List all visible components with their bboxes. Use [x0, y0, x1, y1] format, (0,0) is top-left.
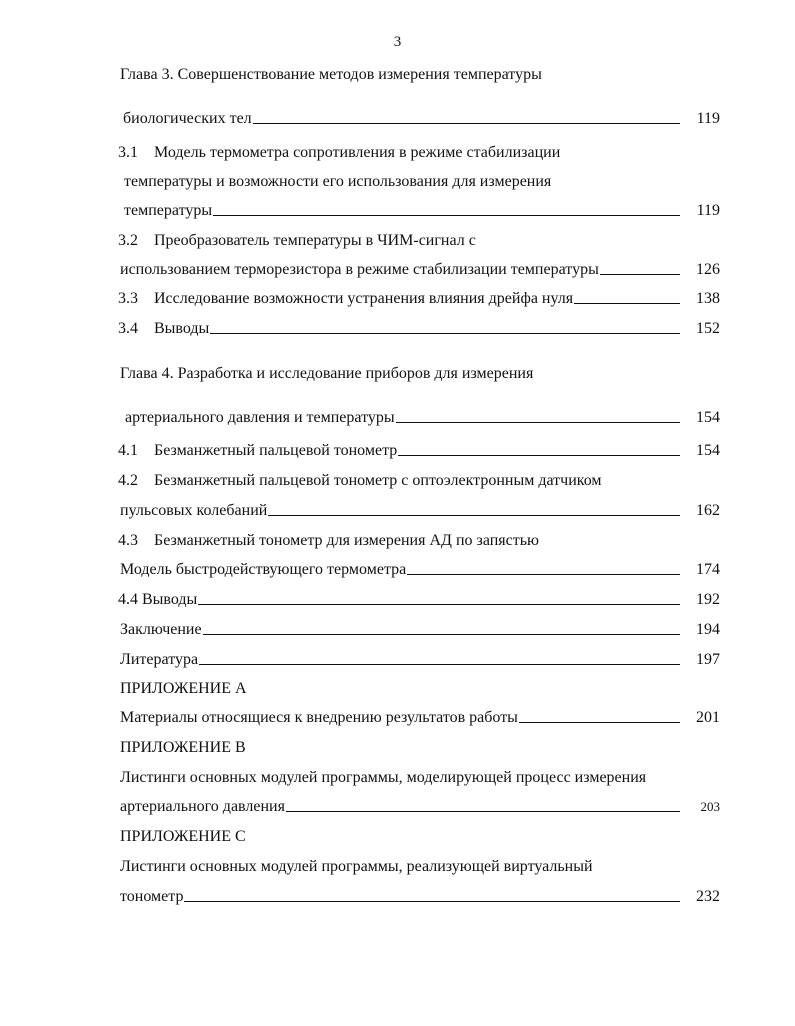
section-number: 4.1 [118, 442, 138, 459]
page-ref: 152 [696, 320, 720, 337]
page-ref: 194 [696, 621, 720, 638]
page-ref: 174 [696, 561, 720, 578]
toc-entry-text: температуры [124, 202, 213, 219]
page-ref: 138 [696, 290, 720, 307]
section-number: 4.3 [118, 532, 138, 549]
toc-entry-appendix-c[interactable] [120, 886, 720, 908]
toc-entry-text: пульсовых колебаний [120, 502, 268, 519]
toc-section-3-2-line1 [118, 230, 718, 252]
section-number: 3.2 [118, 232, 138, 249]
page-ref: 197 [696, 651, 720, 668]
appendix-a-heading: ПРИЛОЖЕНИЕ А [120, 680, 247, 697]
toc-section-3-1-line1 [118, 142, 718, 164]
toc-entry-text: артериального давления [120, 798, 285, 815]
toc-entry-text: Исследование возможности устранения влияния дрейфа нуля [154, 290, 574, 307]
leader-line [210, 318, 680, 334]
leader-line [253, 108, 680, 124]
leader-line [203, 619, 680, 635]
page-ref: 232 [696, 888, 720, 905]
toc-entry-appendix-b[interactable] [120, 796, 720, 818]
page-ref: 119 [696, 110, 720, 127]
toc-entry-text: Безманжетный пальцевой тонометр [154, 442, 398, 459]
section-number: 4.2 [118, 472, 138, 489]
toc-entry-3-4[interactable] [118, 318, 720, 340]
page-ref: 203 [700, 799, 720, 814]
toc-entry-text: использованием терморезистора в режиме стабилизации температуры [120, 261, 599, 278]
toc-entry-text: Выводы [154, 320, 210, 337]
leader-line [198, 589, 680, 605]
appendix-b-line1: Листинги основных модулей программы, моделирующей процесс измерения [120, 769, 647, 786]
toc-entry-3-3[interactable] [118, 288, 720, 310]
appendix-c-heading: ПРИЛОЖЕНИЕ С [120, 828, 246, 845]
page-ref: 126 [696, 261, 720, 278]
page-ref: 201 [696, 709, 720, 726]
section-title: Безманжетный пальцевой тонометр с оптоэлектронным датчиком [154, 472, 602, 489]
toc-entry-chapter-4[interactable] [125, 407, 720, 429]
toc-entry-text: артериального давления и температуры [125, 409, 395, 426]
section-title: Преобразователь температуры в ЧИМ-сигнал с [154, 232, 476, 249]
leader-line [398, 440, 680, 456]
toc-entry-chapter-3[interactable] [123, 108, 720, 130]
toc-entry-appendix-a[interactable] [120, 707, 720, 729]
section-title: Модель термометра сопротивления в режиме стабилизации [154, 144, 561, 161]
toc-entry-4-4[interactable] [118, 589, 720, 611]
chapter-3-heading: Глава 3. Совершенствование методов измерения температуры [120, 66, 542, 83]
toc-entry-text: Модель быстродействующего термометра [120, 561, 407, 578]
toc-entry-conclusion[interactable] [120, 619, 720, 641]
page-ref: 162 [696, 502, 720, 519]
page-ref: 154 [696, 442, 720, 459]
page-ref: 192 [696, 591, 720, 608]
toc-entry-text: 4.4 Выводы [118, 591, 198, 608]
toc-section-4-2-line1 [118, 470, 718, 492]
leader-line [407, 559, 680, 575]
toc-section-3-1-line2: температуры и возможности его использования для измерения [124, 173, 552, 190]
toc-entry-text: тонометр [120, 888, 184, 905]
leader-line [213, 200, 680, 216]
leader-line [268, 500, 680, 516]
leader-line [199, 649, 680, 665]
page-ref: 154 [696, 409, 720, 426]
chapter-4-heading: Глава 4. Разработка и исследование приборов для измерения [120, 365, 534, 382]
leader-line [184, 886, 680, 902]
toc-entry-literature[interactable] [120, 649, 720, 671]
toc-entry-text: биологических тел [123, 110, 252, 127]
toc-entry-3-1[interactable] [124, 200, 720, 222]
section-title: Безманжетный тонометр для измерения АД по запястью [154, 532, 539, 549]
leader-line [519, 707, 680, 723]
toc-section-4-3-line1 [118, 530, 718, 552]
leader-line [574, 288, 680, 304]
section-number: 3.3 [118, 290, 138, 307]
section-number: 3.1 [118, 144, 138, 161]
leader-line [286, 796, 680, 812]
appendix-c-line1: Листинги основных модулей программы, реализующей виртуальный [120, 858, 593, 875]
leader-line [396, 407, 680, 423]
page-ref: 119 [696, 202, 720, 219]
toc-entry-3-2[interactable] [120, 259, 720, 281]
toc-entry-4-1[interactable] [118, 440, 720, 462]
toc-entry-text: Материалы относящиеся к внедрению результатов работы [120, 709, 518, 726]
page-number: 3 [393, 34, 402, 50]
appendix-b-heading: ПРИЛОЖЕНИЕ В [120, 739, 246, 756]
toc-entry-4-3[interactable] [120, 559, 720, 581]
toc-entry-text: Заключение [120, 621, 202, 638]
toc-entry-4-2[interactable] [120, 500, 720, 522]
section-number: 3.4 [118, 320, 138, 337]
toc-entry-text: Литература [120, 651, 199, 668]
leader-line [600, 259, 680, 275]
